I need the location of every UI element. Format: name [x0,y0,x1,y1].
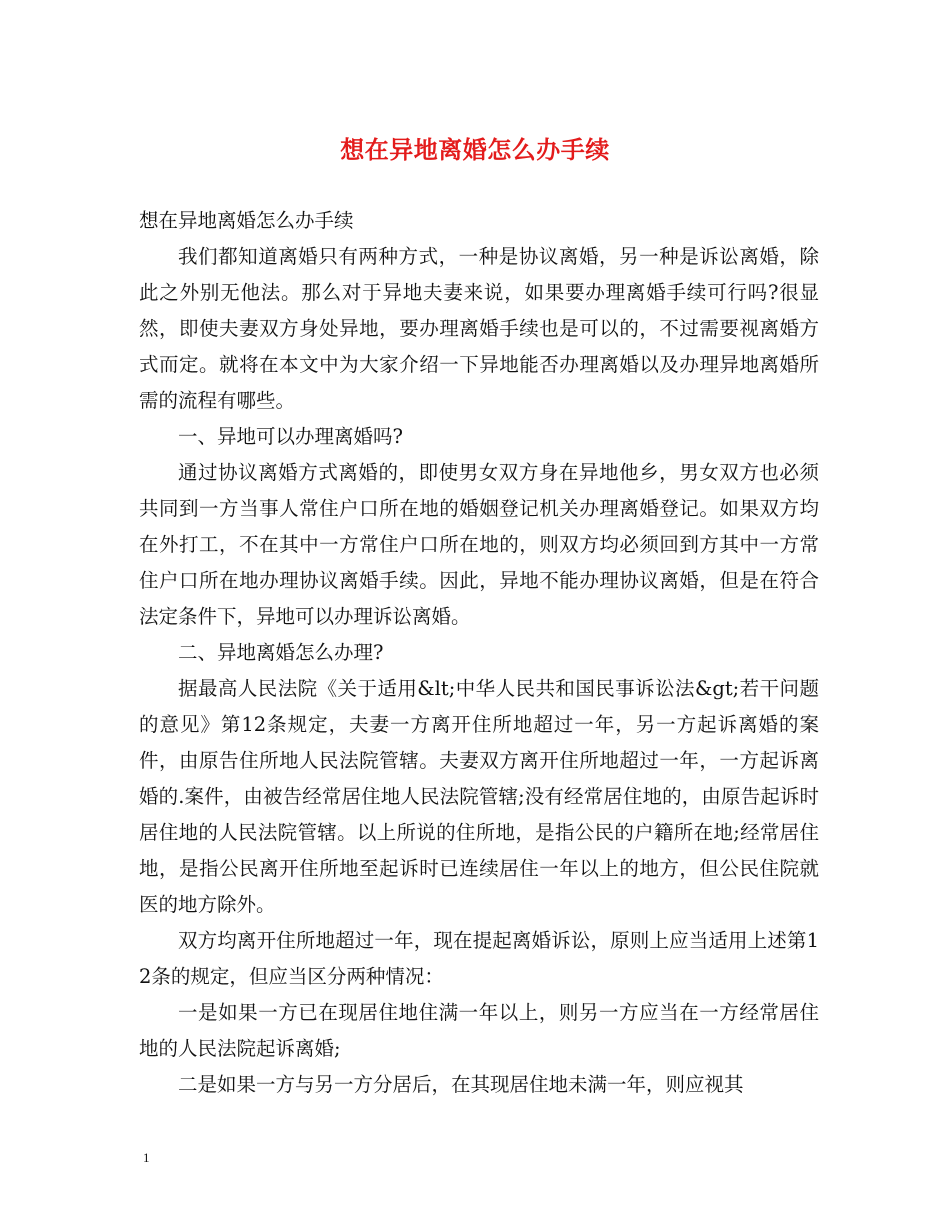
subtitle-paragraph: 想在异地离婚怎么办手续 [139,209,354,232]
intro-paragraph: 我们都知道离婚只有两种方式，一种是协议离婚，另一种是诉讼离婚，除此之外别无他法。那么对于异地夫妻来说，如果要办理离婚手续可行吗?很显然，即使夫妻双方身处异地，要办理离婚手续也是可以的，不过需要视离婚方式而定。就将在本文中为大家介绍一下异地能否办理离婚以及办理异地离婚所需的流程有哪些。 [139,245,819,412]
page-number: 1 [143,1150,150,1165]
section-1-paragraph: 通过协议离婚方式离婚的，即使男女双方身在异地他乡，男女双方也必须共同到一方当事人常住户口所在地的婚姻登记机关办理离婚登记。如果双方均在外打工，不在其中一方常住户口所在地的，则双方均必须回到方其中一方常住户口所在地办理协议离婚手续。因此，异地不能办理协议离婚，但是在符合法定条件下，异地可以办理诉讼离婚。 [139,461,819,628]
case-one-paragraph: 一是如果一方已在现居住地住满一年以上，则另一方应当在一方经常居住地的人民法院起诉离婚; [139,1001,819,1060]
document-body [139,203,819,1103]
case-two-paragraph: 二是如果一方与另一方分居后，在其现居住地未满一年，则应视其 [178,1073,744,1096]
section-2-paragraph: 据最高人民法院《关于适用&lt;中华人民共和国民事诉讼法&gt;若干问题的意见》第12条规定，夫妻一方离开住所地超过一年，另一方起诉离婚的案件，由原告住所地人民法院管辖。夫妻双方离开住所地超过一年，一方起诉离婚的.案件，由被告经常居住地人民法院管辖;没有经常居住地的，由原告起诉时居住地的人民法院管辖。以上所说的住所地，是指公民的户籍所在地;经常居住地，是指公民离开住所地至起诉时已连续居住一年以上的地方，但公民住院就医的地方除外。 [139,677,819,916]
section-heading-2: 二、异地离婚怎么办理? [178,641,384,664]
section-heading-1: 一、异地可以办理离婚吗? [178,425,403,448]
document-title: 想在异地离婚怎么办手续 [340,135,610,164]
two-cases-paragraph: 双方均离开住所地超过一年，现在提起离婚诉讼，原则上应当适用上述第12条的规定，但应当区分两种情况： [139,929,819,988]
